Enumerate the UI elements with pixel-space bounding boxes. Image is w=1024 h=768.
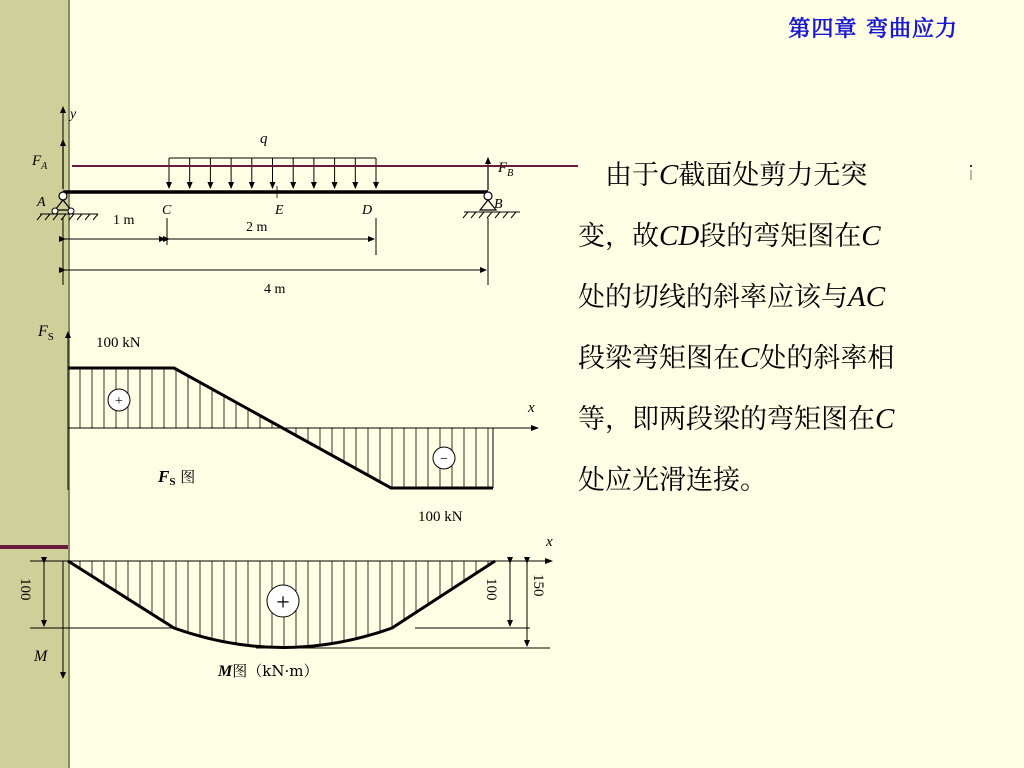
moment-right-value-100: 100 xyxy=(483,578,499,601)
point-b-label: B xyxy=(494,197,503,212)
shear-top-value: 100 kN xyxy=(96,335,141,351)
shear-caption: FS 图 xyxy=(158,467,196,488)
explanation-line-4: 段梁弯矩图在C处的斜率相 xyxy=(578,342,895,374)
beam-y-label: y xyxy=(70,107,77,122)
point-d-label: D xyxy=(362,203,373,218)
load-label: q xyxy=(260,131,268,147)
shear-minus-text: − xyxy=(440,452,448,467)
dim-ac-label: 1 m xyxy=(113,213,135,228)
explanation-line-1: 由于C截面处剪力无突 xyxy=(578,145,970,206)
moment-plus-text: + xyxy=(276,590,290,616)
chapter-title: 第四章 弯曲应力 xyxy=(788,16,958,42)
support-a xyxy=(37,192,98,220)
fb-label: $F_B$ xyxy=(498,160,514,179)
explanation-line-5: 等，即两段梁的弯矩图在C xyxy=(578,403,895,435)
moment-left-value: 100 xyxy=(17,578,33,601)
point-a-label: A xyxy=(37,195,46,210)
shear-x-label: x xyxy=(528,400,535,416)
load-arrows xyxy=(169,158,376,188)
dim-ab-label: 4 m xyxy=(264,282,286,297)
moment-diagram xyxy=(17,534,553,680)
shear-plus-text: + xyxy=(115,394,123,409)
beam-sketch xyxy=(31,107,520,297)
point-e-label: E xyxy=(275,203,284,218)
explanation-line-6: 处应光滑连接。 xyxy=(578,465,767,496)
explanation-line-3: 处的切线的斜率应该与AC xyxy=(578,281,886,313)
dim-cd-label: 2 m xyxy=(246,220,268,235)
point-c-label: C xyxy=(162,203,172,218)
shear-diagram xyxy=(37,323,538,525)
shear-bottom-value: 100 kN xyxy=(418,509,463,525)
support-b xyxy=(463,192,520,218)
explanation-text xyxy=(578,145,978,511)
moment-m-label: M xyxy=(34,648,48,665)
shear-f-label: $F_S$ xyxy=(38,323,54,343)
moment-right-value-150: 150 xyxy=(530,574,546,597)
dimension-lines xyxy=(63,218,488,285)
explanation-line-2: 变，故CD段的弯矩图在C xyxy=(578,220,881,252)
moment-caption: M图（kN·m） xyxy=(218,662,319,680)
moment-x-label: x xyxy=(546,534,553,550)
fa-label: $F_A$ xyxy=(32,153,48,172)
